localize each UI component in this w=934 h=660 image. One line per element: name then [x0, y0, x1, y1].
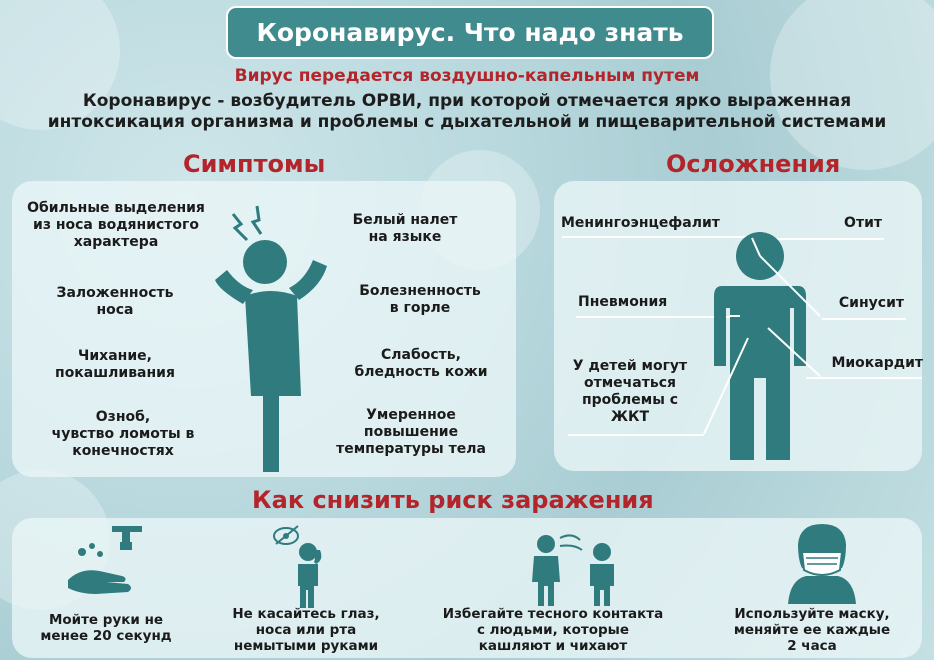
body-figure-icon [700, 228, 820, 464]
tip-line: Избегайте тесного контакта [442, 606, 664, 622]
connector-line [822, 318, 906, 320]
symptom-chills [28, 409, 218, 460]
no-touch-face-icon [270, 520, 340, 610]
complication-pneumonia: Пневмония [578, 294, 668, 310]
headache-person-icon [205, 200, 335, 475]
complication-sinusitis: Синусит [838, 295, 904, 311]
symptom-sore-throat [340, 283, 500, 317]
symptom-weakness [333, 347, 509, 381]
symptom-discharge [14, 200, 218, 251]
tip-line: Мойте руки не [48, 612, 164, 628]
symptom-line: Белый налет [352, 212, 458, 228]
symptom-line: Обильные выделения [27, 200, 205, 216]
complication-otitis: Отит [844, 215, 882, 231]
tip-line: менее 20 секунд [40, 628, 172, 644]
page-title-banner [226, 6, 714, 59]
tip-line: немытыми руками [233, 638, 379, 654]
tip-line: Используйте маску, [734, 606, 890, 622]
face-mask-icon [782, 520, 862, 604]
connector-line [806, 377, 922, 379]
complication-line: У детей могут [572, 358, 688, 374]
wash-hands-icon [62, 522, 154, 602]
symptom-sneezing [30, 348, 200, 382]
tip-avoid-contact [438, 606, 668, 654]
symptom-line: бледность кожи [354, 364, 488, 380]
tip-line: носа или рта [255, 622, 357, 638]
tip-line: меняйте ее каждые [733, 622, 891, 638]
intro-line: интоксикация организма и проблемы с дыхательной и пищеварительной системами [47, 112, 887, 132]
complication-line: отмечаться [584, 375, 676, 391]
tip-line: с людьми, которые [476, 622, 630, 638]
page-title: Коронавирус. Что надо знать [256, 18, 684, 47]
symptom-line: Озноб, [95, 409, 151, 425]
avoid-contact-icon [520, 518, 630, 608]
tip-wash-hands [6, 612, 206, 644]
symptom-line: конечностях [72, 443, 174, 459]
symptom-congestion [30, 285, 200, 319]
symptom-line: Заложенность [56, 285, 174, 301]
intro-line: Коронавирус - возбудитель ОРВИ, при которой отмечается ярко выраженная [82, 91, 852, 111]
symptom-line: носа [96, 302, 134, 318]
symptom-line: в горле [389, 300, 451, 316]
tip-line: Не касайтесь глаз, [232, 606, 380, 622]
symptom-fever [318, 407, 504, 458]
symptom-line: покашливания [55, 365, 175, 381]
symptoms-title: Симптомы [183, 150, 326, 178]
tip-no-touch-face [206, 606, 406, 654]
complication-children-gi [562, 358, 698, 426]
symptom-tongue [340, 212, 470, 246]
symptom-line: Умеренное [366, 407, 456, 423]
prevention-title: Как снизить риск заражения [252, 486, 654, 514]
symptom-line: температуры тела [336, 441, 486, 457]
symptom-line: повышение [363, 424, 459, 440]
symptom-line: Слабость, [381, 347, 461, 363]
tip-line: 2 часа [787, 638, 837, 654]
symptom-line: характера [73, 234, 159, 250]
complication-myocarditis: Миокардит [831, 355, 923, 371]
transmission-note: Вирус передается воздушно-капельным путем [234, 66, 700, 86]
complication-line: ЖКТ [610, 409, 650, 425]
symptom-line: Болезненность [359, 283, 481, 299]
symptom-line: Чихание, [78, 348, 152, 364]
tip-line: кашляют и чихают [478, 638, 628, 654]
complications-title: Осложнения [666, 150, 841, 178]
connector-line [568, 434, 704, 436]
complication-meningoencephalitis: Менингоэнцефалит [561, 215, 720, 231]
tip-use-mask [712, 606, 912, 654]
complication-line: проблемы с [581, 392, 679, 408]
symptom-line: на языке [368, 229, 442, 245]
intro-text [40, 91, 894, 133]
symptom-line: из носа водянистого [33, 217, 199, 233]
symptom-line: чувство ломоты в [51, 426, 195, 442]
